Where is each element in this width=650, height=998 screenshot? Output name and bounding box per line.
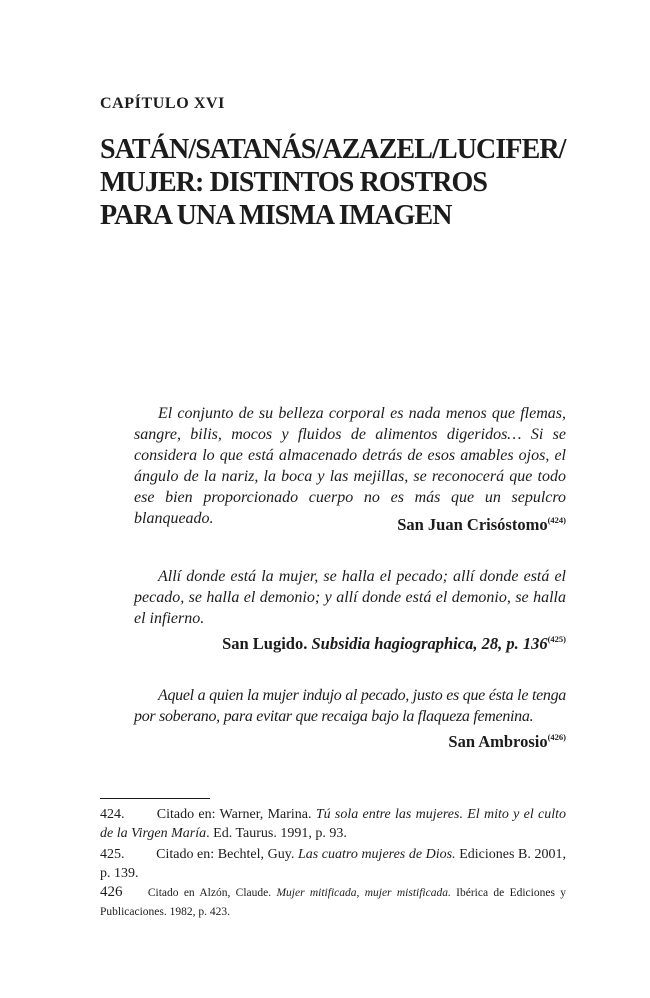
footnote: [100, 883, 566, 922]
footnote-suffix: Ediciones B. 2001, p. 139.: [100, 847, 566, 881]
chapter-title-line: SATÁN/SATANÁS/AZAZEL/LUCIFER/: [100, 134, 566, 165]
attribution-author: San Juan Crisóstomo: [397, 515, 548, 534]
footnote-title: Mujer mitificada, mujer mistificada.: [276, 887, 451, 899]
epigraph-quote: Allí donde está la mujer, se halla el pecado; allí donde está el pecado, se halla el demonio; y allí donde está el demonio, se halla el infierno.: [134, 568, 566, 627]
chapter-title-line: MUJER: DISTINTOS ROSTROS: [100, 167, 488, 198]
epigraph-attribution: [448, 732, 566, 752]
footnote-separator: [100, 798, 210, 799]
footnote-reference: (424): [547, 515, 566, 525]
footnote-number: 426: [100, 884, 123, 900]
footnote-title: Las cuatro mujeres de Dios.: [297, 847, 456, 862]
footnote-prefix: Citado en: Bechtel, Guy.: [156, 847, 295, 862]
epigraph-quote: El conjunto de su belleza corporal es nada menos que flemas, sangre, bilis, mocos y fluidos de alimentos digeridos… Si se considera lo que está almacenado detrás de esos amables ojos, el ángulo de la nariz, la boca y las mejillas, se reconocerá que todo ese bien proporcionado cuerpo no es más que un sepulcro blanqueado.: [134, 405, 566, 527]
chapter-label: CAPÍTULO XVI: [100, 95, 225, 112]
footnote-number: 425.: [100, 847, 125, 862]
chapter-title: [100, 133, 570, 232]
attribution-work: Subsidia hagiographica, 28, p. 136: [311, 634, 548, 653]
footnote-suffix: . Ed. Taurus. 1991, p. 93.: [206, 826, 347, 841]
footnote-reference: (426): [547, 732, 566, 742]
footnote: [100, 845, 566, 883]
footnote: [100, 805, 566, 843]
footnote-reference: (425): [547, 634, 566, 644]
footnote-prefix: Citado en: Warner, Marina.: [156, 807, 312, 822]
footnote-number: 424.: [100, 807, 125, 822]
epigraph-attribution: [222, 634, 566, 654]
epigraph-attribution: [397, 515, 566, 535]
footnote-suffix: Ibérica de Ediciones y Publicaciones. 1982, p. 423.: [100, 887, 567, 918]
footnote-prefix: Citado en Alzón, Claude.: [147, 887, 272, 899]
epigraph-quote: Aquel a quien la mujer indujo al pecado, justo es que ésta le tenga por soberano, para evitar que recaiga bajo la flaqueza femenina.: [134, 687, 566, 725]
footnote-title: Tú sola entre las mujeres. El mito y el culto de la Virgen María: [100, 807, 566, 841]
attribution-author: San Ambrosio: [448, 732, 548, 751]
chapter-title-line: PARA UNA MISMA IMAGEN: [100, 200, 452, 231]
attribution-author: San Lugido.: [222, 634, 308, 653]
